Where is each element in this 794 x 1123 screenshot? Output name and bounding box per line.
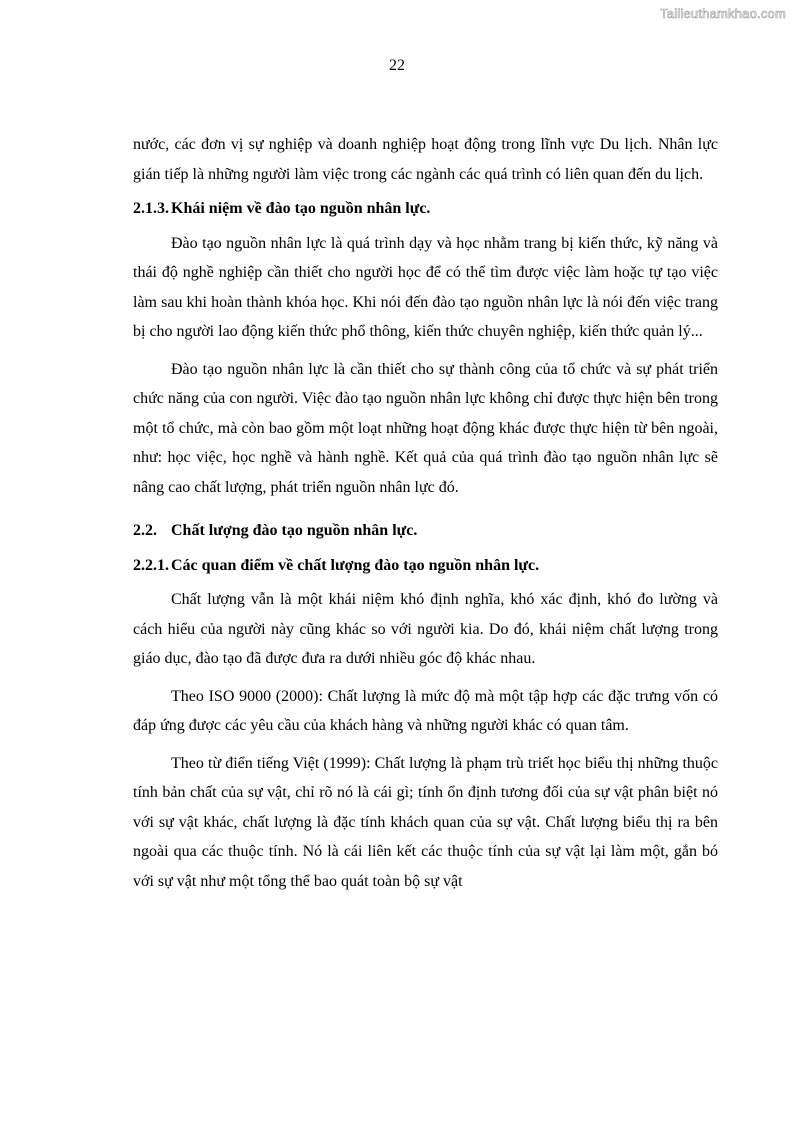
section-heading-2-2-1 xyxy=(133,551,718,581)
document-body xyxy=(133,130,718,896)
page-number: 22 xyxy=(389,57,405,74)
paragraph-continuation: nước, các đơn vị sự nghiệp và doanh nghiệp hoạt động trong lĩnh vực Du lịch. Nhân lực gián tiếp là những người làm việc trong các ngành các quá trình có liên quan đến du lịch. xyxy=(133,136,718,183)
section-heading-2-2 xyxy=(133,516,718,546)
watermark: Tailieuthamkhao.com xyxy=(660,6,786,21)
paragraph: Đào tạo nguồn nhân lực là quá trình dạy và học nhằm trang bị kiến thức, kỹ năng và thái độ nghề nghiệp cần thiết cho người học để có thể tìm được việc làm hoặc tự tạo việc làm sau khi hoàn thành khóa học. Khi nói đến đào tạo nguồn nhân lực là nói đến việc trang bị cho người lao động kiến thức phổ thông, kiến thức chuyên nghiệp, kiến thức quản lý... xyxy=(133,234,718,340)
section-title: Khái niệm về đào tạo nguồn nhân lực. xyxy=(171,200,431,217)
section-number: 2.1.3. xyxy=(133,200,169,217)
section-number: 2.2.1. xyxy=(133,556,169,574)
paragraph: Theo ISO 9000 (2000): Chất lượng là mức độ mà một tập hợp các đặc trưng vốn có đáp ứng được các yêu cầu của khách hàng và những người khác có quan tâm. xyxy=(133,687,718,734)
section-number: 2.2. xyxy=(133,522,157,539)
paragraph: Đào tạo nguồn nhân lực là cần thiết cho sự thành công của tổ chức và sự phát triển chức năng của con người. Việc đào tạo nguồn nhân lực không chỉ được thực hiện bên trong một tổ chức, mà còn bao gồm một loạt những hoạt động khác được thực hiện từ bên ngoài, như: học việc, học nghề và hành nghề. Kết quả của quá trình đào tạo nguồn nhân lực sẽ nâng cao chất lượng, phát triển nguồn nhân lực đó. xyxy=(133,360,718,496)
section-heading-2-1-3 xyxy=(133,194,718,224)
paragraph: Chất lượng vẫn là một khái niệm khó định nghĩa, khó xác định, khó đo lường và cách hiểu của người này cũng khác so với người kia. Do đó, khái niệm chất lượng trong giáo dục, đào tạo đã được đưa ra dưới nhiều góc độ khác nhau. xyxy=(133,591,718,667)
paragraph: Theo từ điển tiếng Việt (1999): Chất lượng là phạm trù triết học biểu thị những thuộc tính bản chất của sự vật, chỉ rõ nó là cái gì; tính ổn định tương đối của sự vật phân biệt nó với sự vật khác, chất lượng là đặc tính khách quan của sự vật. Chất lượng biểu thị ra bên ngoài qua các thuộc tính. Nó là cái liên kết các thuộc tính của sự vật lại làm một, gắn bó với sự vật như một tổng thể bao quát toàn bộ sự vật xyxy=(133,754,718,890)
section-title: Các quan điểm về chất lượng đào tạo nguồn nhân lực. xyxy=(171,556,540,574)
section-title: Chất lượng đào tạo nguồn nhân lực. xyxy=(171,522,418,539)
